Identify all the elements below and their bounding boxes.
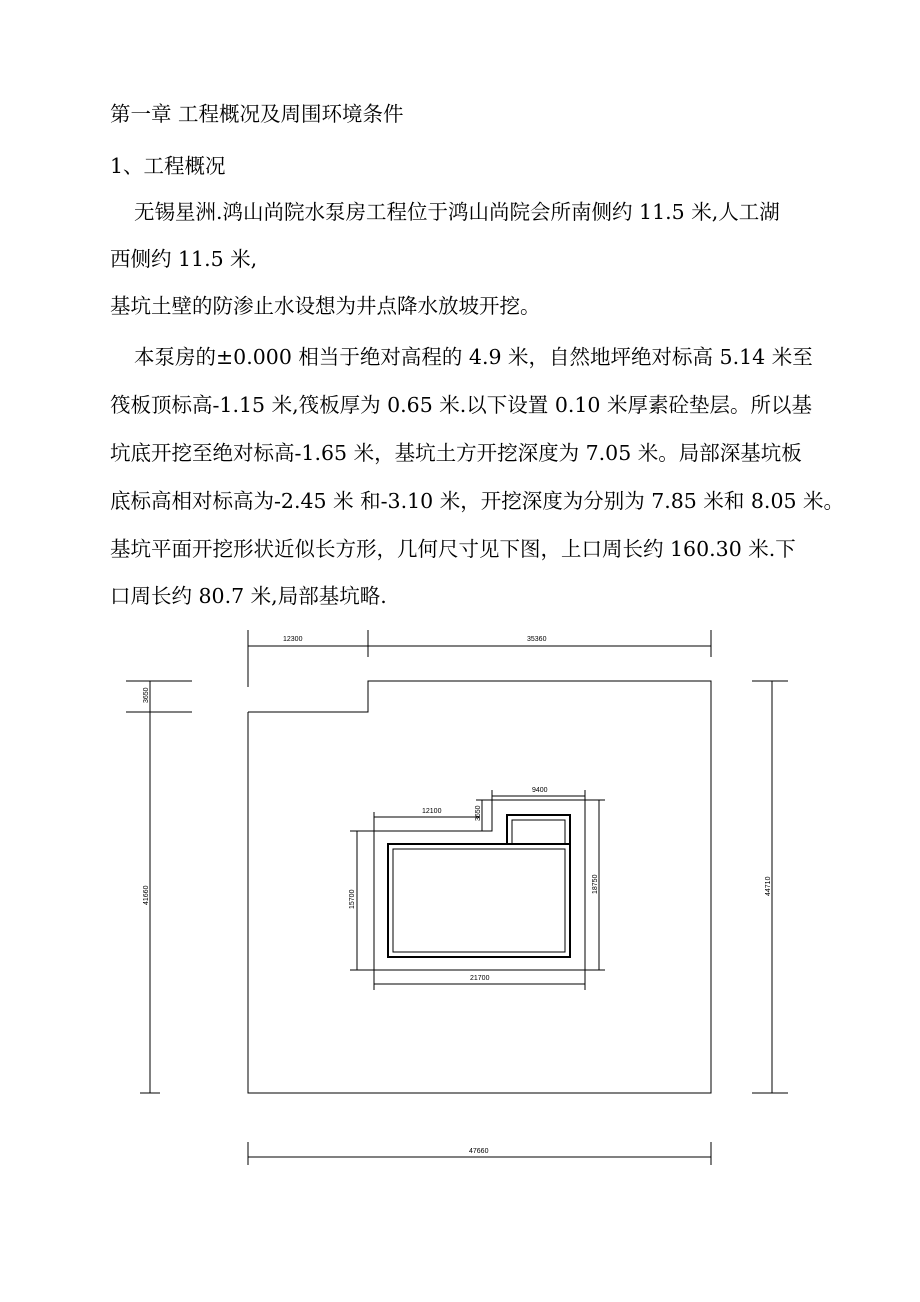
inner-dim-label-left: 15700 [349,889,356,909]
paragraph-2-line-1: 基坑土壁的防渗止水设想为井点降水放坡开挖。 [110,294,541,318]
inner-dim-label-bottom: 21700 [470,975,490,982]
paragraph-3-line-2: 筏板顶标高-1.15 米,筏板厚为 0.65 米.以下设置 0.10 米厚素砼垫层。所以基 [110,393,812,417]
outer-pit-outline [248,681,711,1093]
pump-room-annex-inner [512,820,565,844]
dim-label-left-small: 3650 [143,687,150,703]
paragraph-3-line-6: 口周长约 80.7 米,局部基坑略. [110,584,387,608]
dim-label-left-total: 41660 [143,885,150,905]
section-heading: 1、工程概况 [110,154,226,178]
inner-dim-label-top-left: 12100 [422,808,442,815]
inner-dim-label-notch: 3650 [475,805,482,821]
dim-label-bottom-total: 47660 [469,1148,489,1155]
paragraph-3-line-4: 底标高相对标高为-2.45 米 和-3.10 米，开挖深度为分别为 7.85 米和 8.05 米。 [110,489,845,513]
paragraph-1-line-2: 西侧约 11.5 米, [110,247,258,271]
pump-room-annex-outer [507,815,570,844]
dim-label-top-left: 12300 [283,636,303,643]
paragraph-3-line-3: 坑底开挖至绝对标高-1.65 米，基坑土方开挖深度为 7.05 米。局部深基坑板 [110,441,802,465]
inner-dim-label-right: 18750 [592,874,599,894]
chapter-title: 第一章 工程概况及周围环境条件 [110,102,404,126]
pump-room-main-inner [393,849,565,952]
dim-label-top-right: 35360 [527,636,547,643]
paragraph-3-line-5: 基坑平面开挖形状近似长方形，几何尺寸见下图，上口周长约 160.30 米.下 [110,537,796,561]
pump-room-main-outer [388,844,570,957]
paragraph-1-line-1: 无锡星洲.鸿山尚院水泵房工程位于鸿山尚院会所南侧约 11.5 米,人工湖 [134,200,780,224]
dim-label-right-total: 44710 [765,876,772,896]
inner-pit-outline [374,800,585,970]
inner-dim-label-top-right: 9400 [532,787,548,794]
paragraph-3-line-1: 本泵房的±0.000 相当于绝对高程的 4.9 米，自然地坪绝对标高 5.14 米至 [134,345,813,369]
